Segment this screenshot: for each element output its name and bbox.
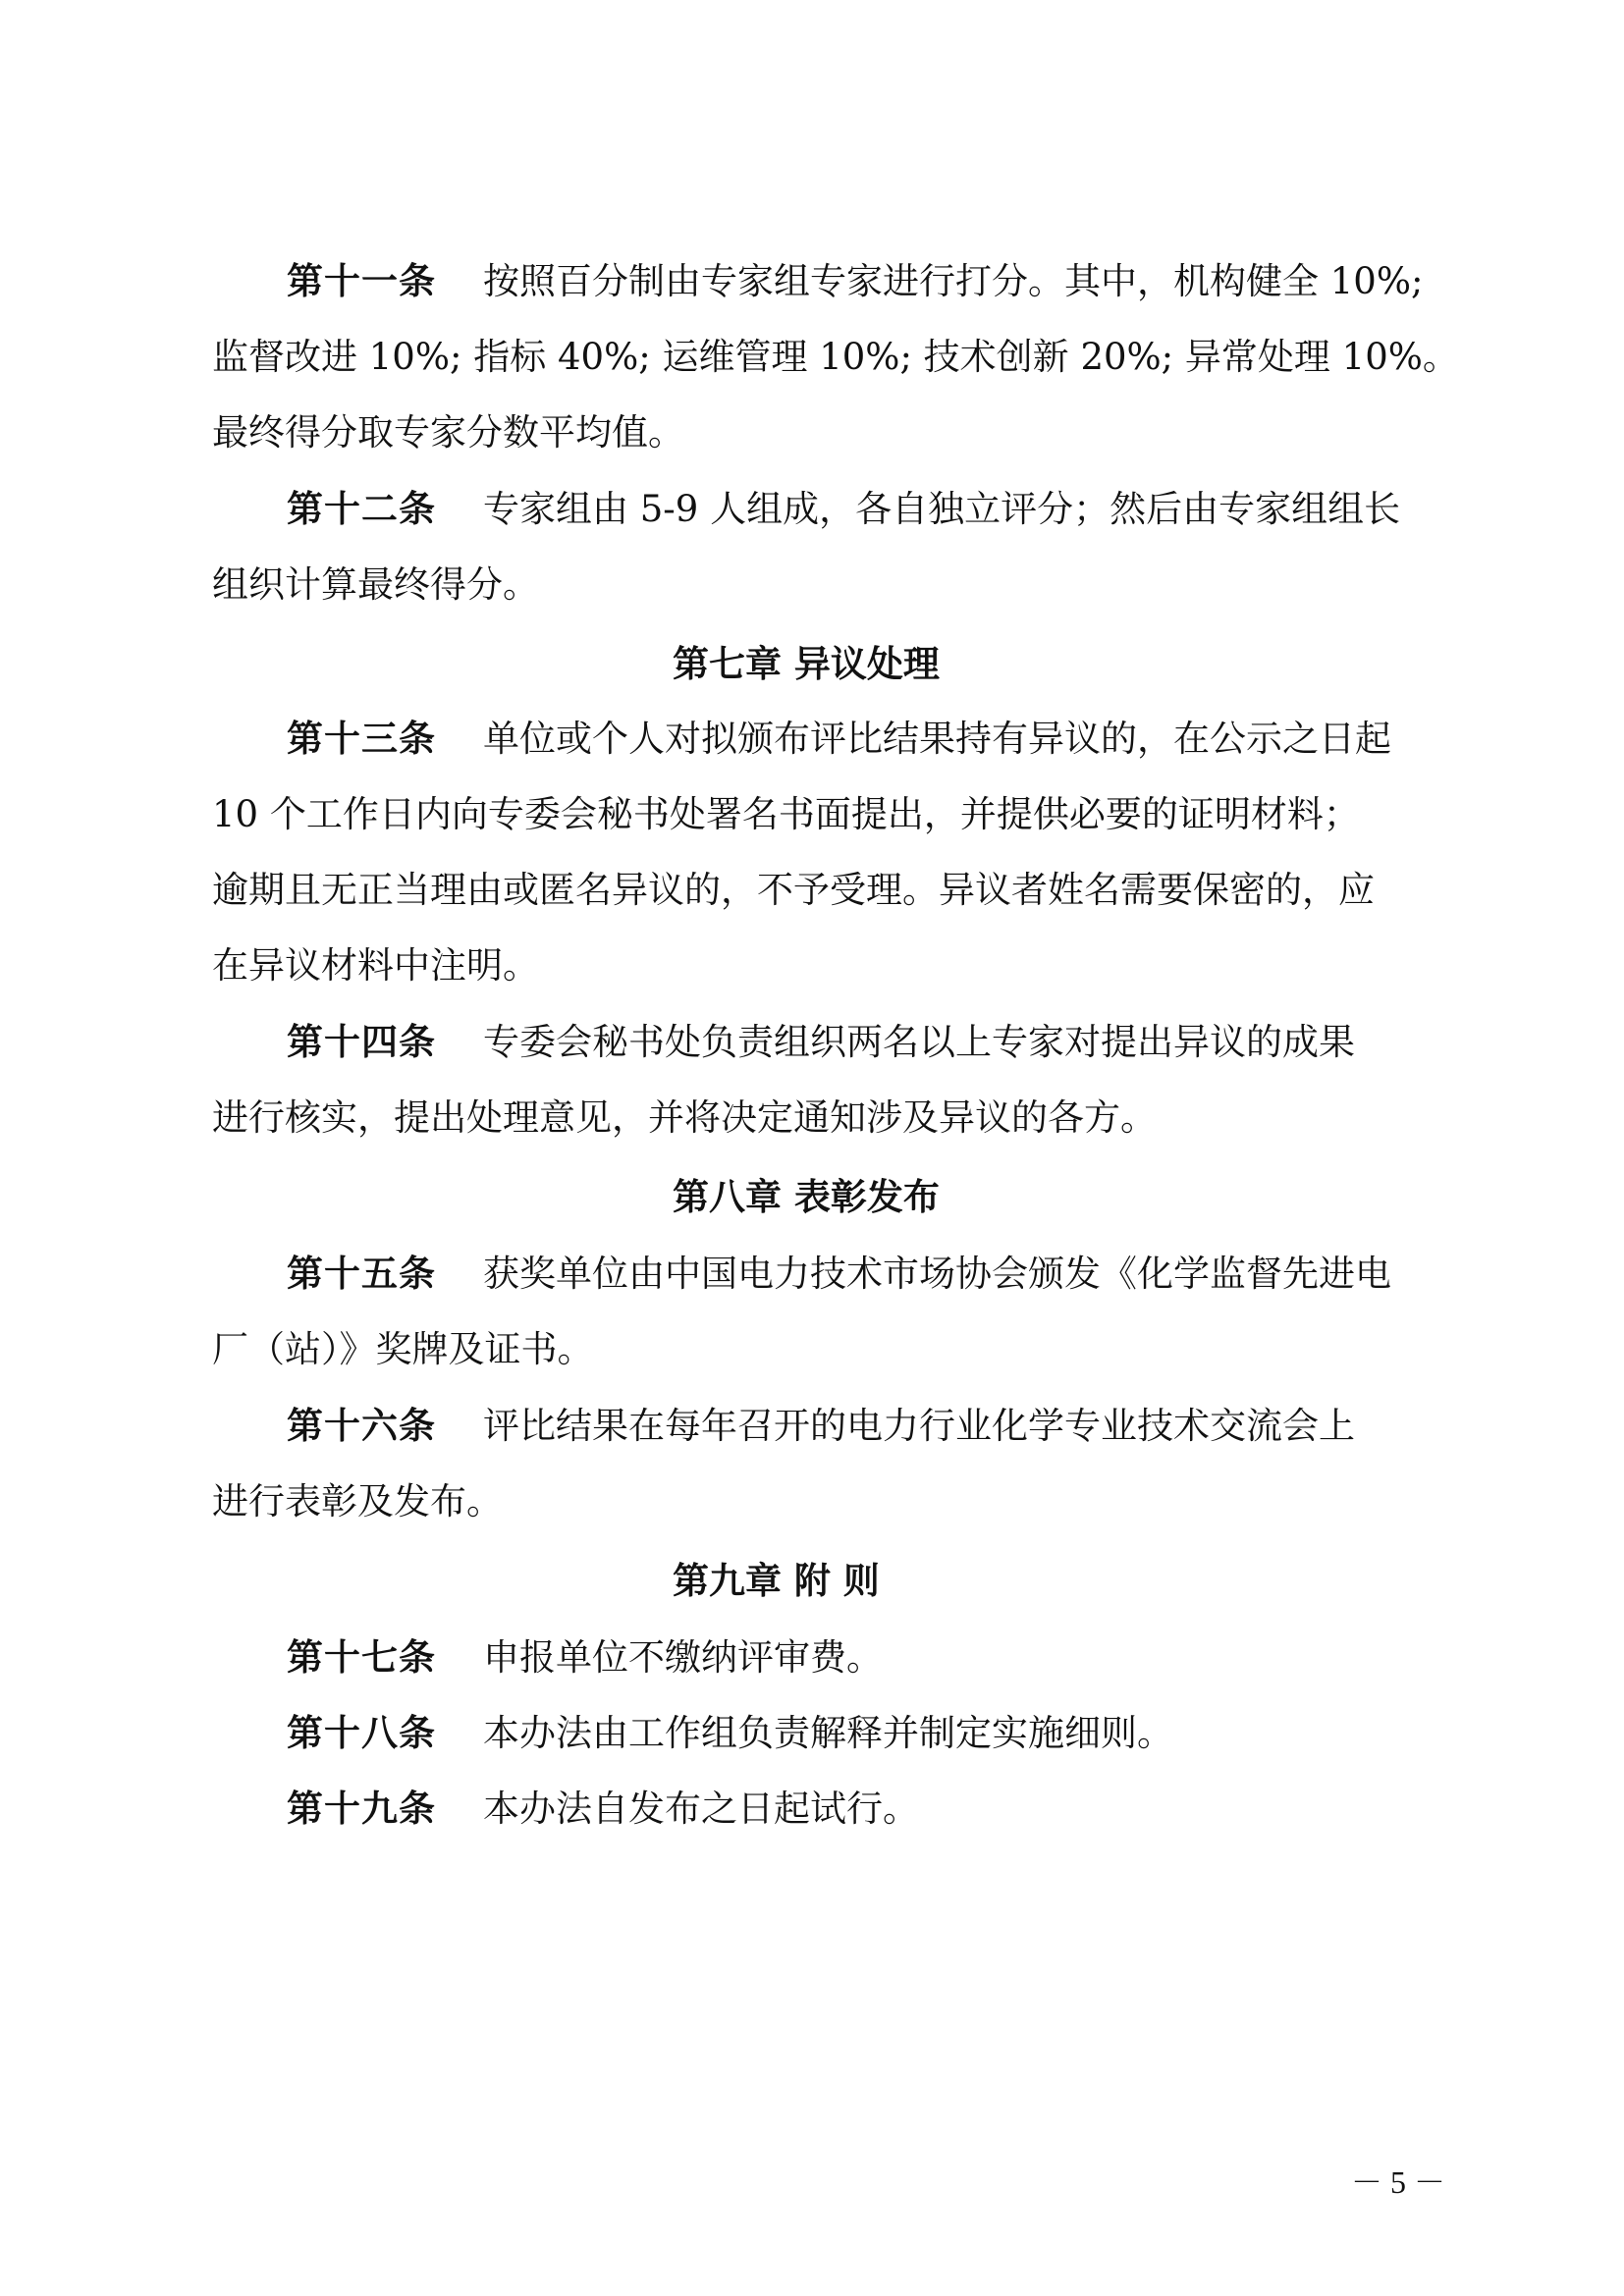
article-14-label: 第十四条 [287,1021,436,1063]
article-15-line-2: 厂（站）》奖牌及证书。 [212,1328,594,1370]
article-14-text: 专委会秘书处负责组织两名以上专家对提出异议的成果 [483,1021,1355,1063]
article-13-label: 第十三条 [287,718,436,760]
article-18-text: 本办法由工作组负责解释并制定实施细则。 [483,1712,1173,1754]
article-11-line-1 [287,257,1423,306]
article-16-text: 评比结果在每年召开的电力行业化学专业技术交流会上 [483,1405,1355,1447]
article-13-line-2: 10 个工作日内向专委会秘书处署名书面提出，并提供必要的证明材料； [212,793,1360,835]
article-13-line-4: 在异议材料中注明。 [212,944,539,987]
article-18-line-1 [287,1709,1173,1758]
article-18-label: 第十八条 [287,1712,436,1754]
article-17-line-1 [287,1633,883,1682]
article-19-text: 本办法自发布之日起试行。 [483,1788,919,1830]
article-13-text: 单位或个人对拟颁布评比结果持有异议的，在公示之日起 [483,718,1391,760]
article-17-text: 申报单位不缴纳评审费。 [483,1636,883,1679]
article-12-line-1 [287,485,1400,534]
article-19-line-1 [287,1785,919,1834]
chapter-8-heading: 第八章 表彰发布 [673,1176,940,1218]
chapter-7-heading: 第七章 异议处理 [673,643,940,685]
page-number: － 5 － [1351,2164,1446,2200]
article-12-label: 第十二条 [287,488,436,530]
article-15-text: 获奖单位由中国电力技术市场协会颁发《化学监督先进电 [483,1253,1391,1295]
article-13-line-3: 逾期且无正当理由或匿名异议的，不予受理。异议者姓名需要保密的，应 [212,869,1375,911]
article-19-label: 第十九条 [287,1788,436,1830]
article-14-line-2: 进行核实，提出处理意见，并将决定通知涉及异议的各方。 [212,1096,1157,1139]
article-12-line-2: 组织计算最终得分。 [212,563,539,606]
article-17-label: 第十七条 [287,1636,436,1679]
article-16-line-1 [287,1402,1355,1451]
article-13-line-1 [287,715,1391,764]
article-11-label: 第十一条 [287,260,436,302]
article-11-text: 按照百分制由专家组专家进行打分。其中，机构健全 10%; [483,260,1424,302]
chapter-9-heading: 第九章 附 则 [673,1560,880,1602]
article-16-label: 第十六条 [287,1405,436,1447]
article-15-line-1 [287,1250,1391,1299]
article-15-label: 第十五条 [287,1253,436,1295]
article-16-line-2: 进行表彰及发布。 [212,1480,503,1522]
article-14-line-1 [287,1018,1355,1067]
article-11-line-2: 监督改进 10%; 指标 40%; 运维管理 10%; 技术创新 20%; 异常处理 10%。 [212,336,1459,378]
article-12-text: 专家组由 5-9 人组成，各自独立评分；然后由专家组组长 [483,488,1401,530]
article-11-line-3: 最终得分取专家分数平均值。 [212,411,684,454]
